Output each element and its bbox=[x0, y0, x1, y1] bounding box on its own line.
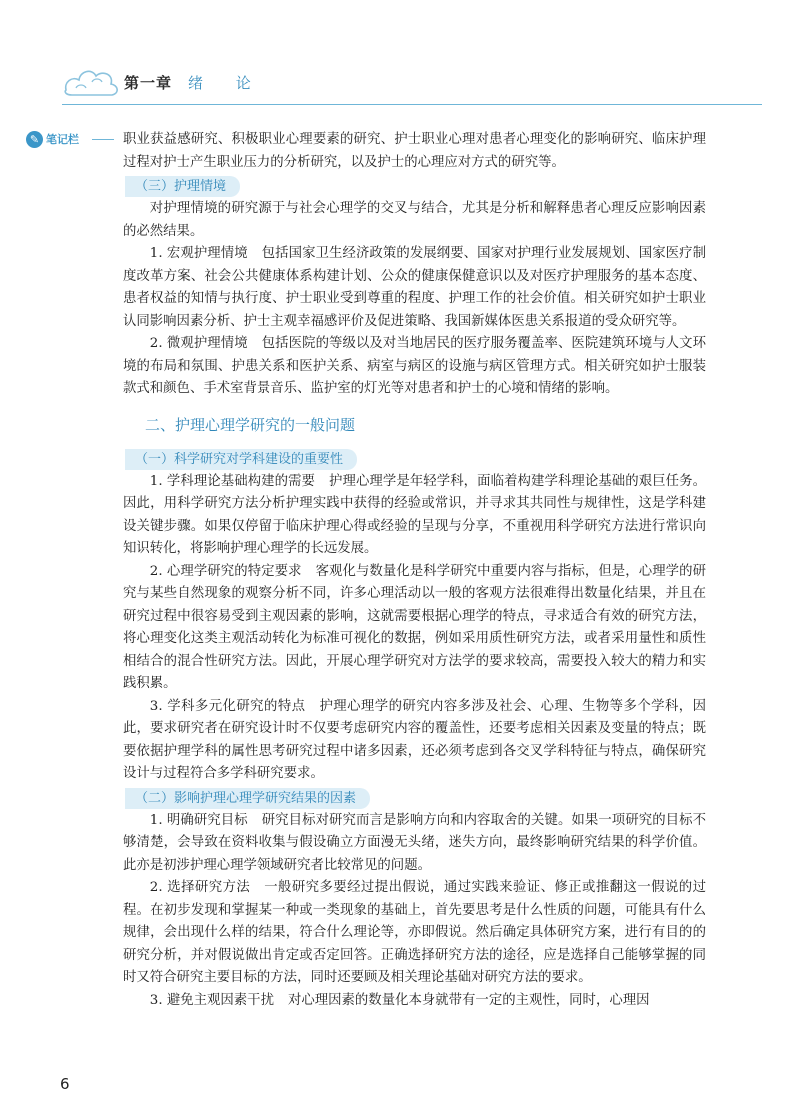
paragraph-avoid-subjectivity bbox=[123, 990, 706, 1013]
paragraph-macro-context bbox=[123, 243, 706, 333]
item-text: 护理心理学的研究内容多涉及社会、心理、生物等多个学科，因此，要求研究者在研究设计时不仅要考虑研究内容的覆盖性，还要考虑相关因素及变量的特点；既要依据护理学科的属性思考研究过程中诸多因素，还必须考虑到各交叉学科特征与特点，确保研究设计与过程符合多学科研究要求。 bbox=[123, 698, 706, 781]
item-text: 一般研究多要经过提出假说，通过实践来验证、修正或推翻这一假说的过程。在初步发现和掌握某一种或一类现象的基础上，首先要思考是什么性质的问题，可能具有什么规律，会出现什么样的结果，符合什么理论等，亦即假说。然后确定具体研究方案，进行有目的的研究分析，并对假说做出肯定或否定回答。正确选择研究方法的途径，应是选择自己能够掌握的同时又符合研究主要目标的方法，同时还要顾及相关理论基础对研究方法的要求。 bbox=[123, 880, 706, 985]
item-title: 3. 避免主观因素干扰 bbox=[149, 992, 274, 1008]
paragraph-research-method bbox=[123, 877, 706, 990]
continued-paragraph: 职业获益感研究、积极职业心理要素的研究、护士职业心理对患者心理变化的影响研究、临床护理过程对护士产生职业压力的分析研究，以及护士的心理应对方式的研究等。 bbox=[123, 132, 706, 170]
chapter-number: 第一章 bbox=[124, 74, 173, 92]
page-number: 6 bbox=[60, 1075, 70, 1093]
item-text: 护理心理学是年轻学科，面临着构建学科理论基础的艰巨任务。因此，用科学研究方法分析护理实践中获得的经验或常识，并寻求其共同性与规律性，这是学科建设关键步骤。如果仅停留于临床护理心得或经验的呈现与分享，不重视用科学研究方法进行常识向知识转化，将影响护理心理学的长远发展。 bbox=[123, 473, 706, 556]
item-title: 1. 学科理论基础构建的需要 bbox=[149, 473, 316, 489]
item-title: 2. 心理学研究的特定要求 bbox=[149, 563, 302, 579]
subheading-importance: （一）科学研究对学科建设的重要性 bbox=[125, 449, 357, 470]
item-title: 2. 选择研究方法 bbox=[149, 880, 251, 895]
notes-column-tag bbox=[26, 128, 79, 150]
chapter-title: 绪 论 bbox=[188, 74, 265, 92]
item-text: 对心理因素的数量化本身就带有一定的主观性，同时，心理因 bbox=[287, 992, 650, 1008]
item-text: 包括医院的等级以及对当地居民的医疗服务覆盖率、医院建筑环境与人文环境的布局和氛围、护患关系和医护关系、病室与病区的设施与病区管理方式。相关研究如护士服装款式和颜色、手术室背景音乐、监护室的灯光等对患者和护士的心境和情绪的影响。 bbox=[123, 336, 706, 396]
page-header bbox=[0, 0, 800, 120]
cloud-ornament-icon bbox=[62, 60, 122, 100]
paragraph-research-goal bbox=[123, 810, 706, 878]
item-text: 包括国家卫生经济政策的发展纲要、国家对护理行业发展规划、国家医疗制度改革方案、社会公共健康体系构建计划、公众的健康保健意识以及对医疗护理服务的基本态度、患者权益的知情与执行度、护士职业受到尊重的程度、护理工作的社会价值。相关研究如护士职业认同影响因素分析、护士主观幸福感评价及促进策略、我国新媒体医患关系报道的受众研究等。 bbox=[123, 246, 706, 329]
paragraph-specific-requirements bbox=[123, 561, 706, 696]
page-body bbox=[123, 129, 706, 1012]
notes-column-label: 笔记栏 bbox=[46, 133, 79, 146]
item-text: 客观化与数量化是科学研究中重要内容与指标，但是，心理学的研究与某些自然现象的观察分析不同，许多心理活动以一般的客观方法很难得出数量化结果，并且在研究过程中很容易受到主观因素的影响，这就需要根据心理学的特点，寻求适合有效的研究方法，将心理变化这类主观活动转化为标准可视化的数据，例如采用质性研究方法，或者采用量性和质性相结合的混合性研究方法。因此，开展心理学研究对方法学的要求较高，需要投入较大的精力和实践积累。 bbox=[123, 563, 706, 691]
chapter-heading bbox=[124, 72, 265, 93]
section-heading: 二、护理心理学研究的一般问题 bbox=[145, 415, 356, 434]
paragraph-multidisciplinary bbox=[123, 696, 706, 786]
item-title: 1. 明确研究目标 bbox=[149, 812, 248, 828]
notes-rule bbox=[92, 139, 114, 140]
subheading-influencing-factors: （二）影响护理心理学研究结果的因素 bbox=[125, 788, 370, 809]
header-rule bbox=[62, 104, 762, 105]
paragraph-micro-context bbox=[123, 333, 706, 401]
paragraph-theory-foundation bbox=[123, 471, 706, 561]
item-title: 3. 学科多元化研究的特点 bbox=[149, 698, 306, 714]
item-text: 研究目标对研究而言是影响方向和内容取舍的关键。如果一项研究的目标不够清楚，会导致在资料收集与假设确立方面漫无头绪，迷失方向，最终影响研究结果的科学价值。此亦是初涉护理心理学领域研究者比较常见的问题。 bbox=[123, 812, 706, 873]
pencil-icon: ✎ bbox=[26, 131, 43, 148]
item-title: 2. 微观护理情境 bbox=[149, 336, 248, 351]
paragraph-context-intro: 对护理情境的研究源于与社会心理学的交叉与结合，尤其是分析和解释患者心理反应影响因素的必然结果。 bbox=[123, 201, 706, 239]
item-title: 1. 宏观护理情境 bbox=[149, 246, 248, 261]
subheading-nursing-context: （三）护理情境 bbox=[125, 176, 240, 197]
